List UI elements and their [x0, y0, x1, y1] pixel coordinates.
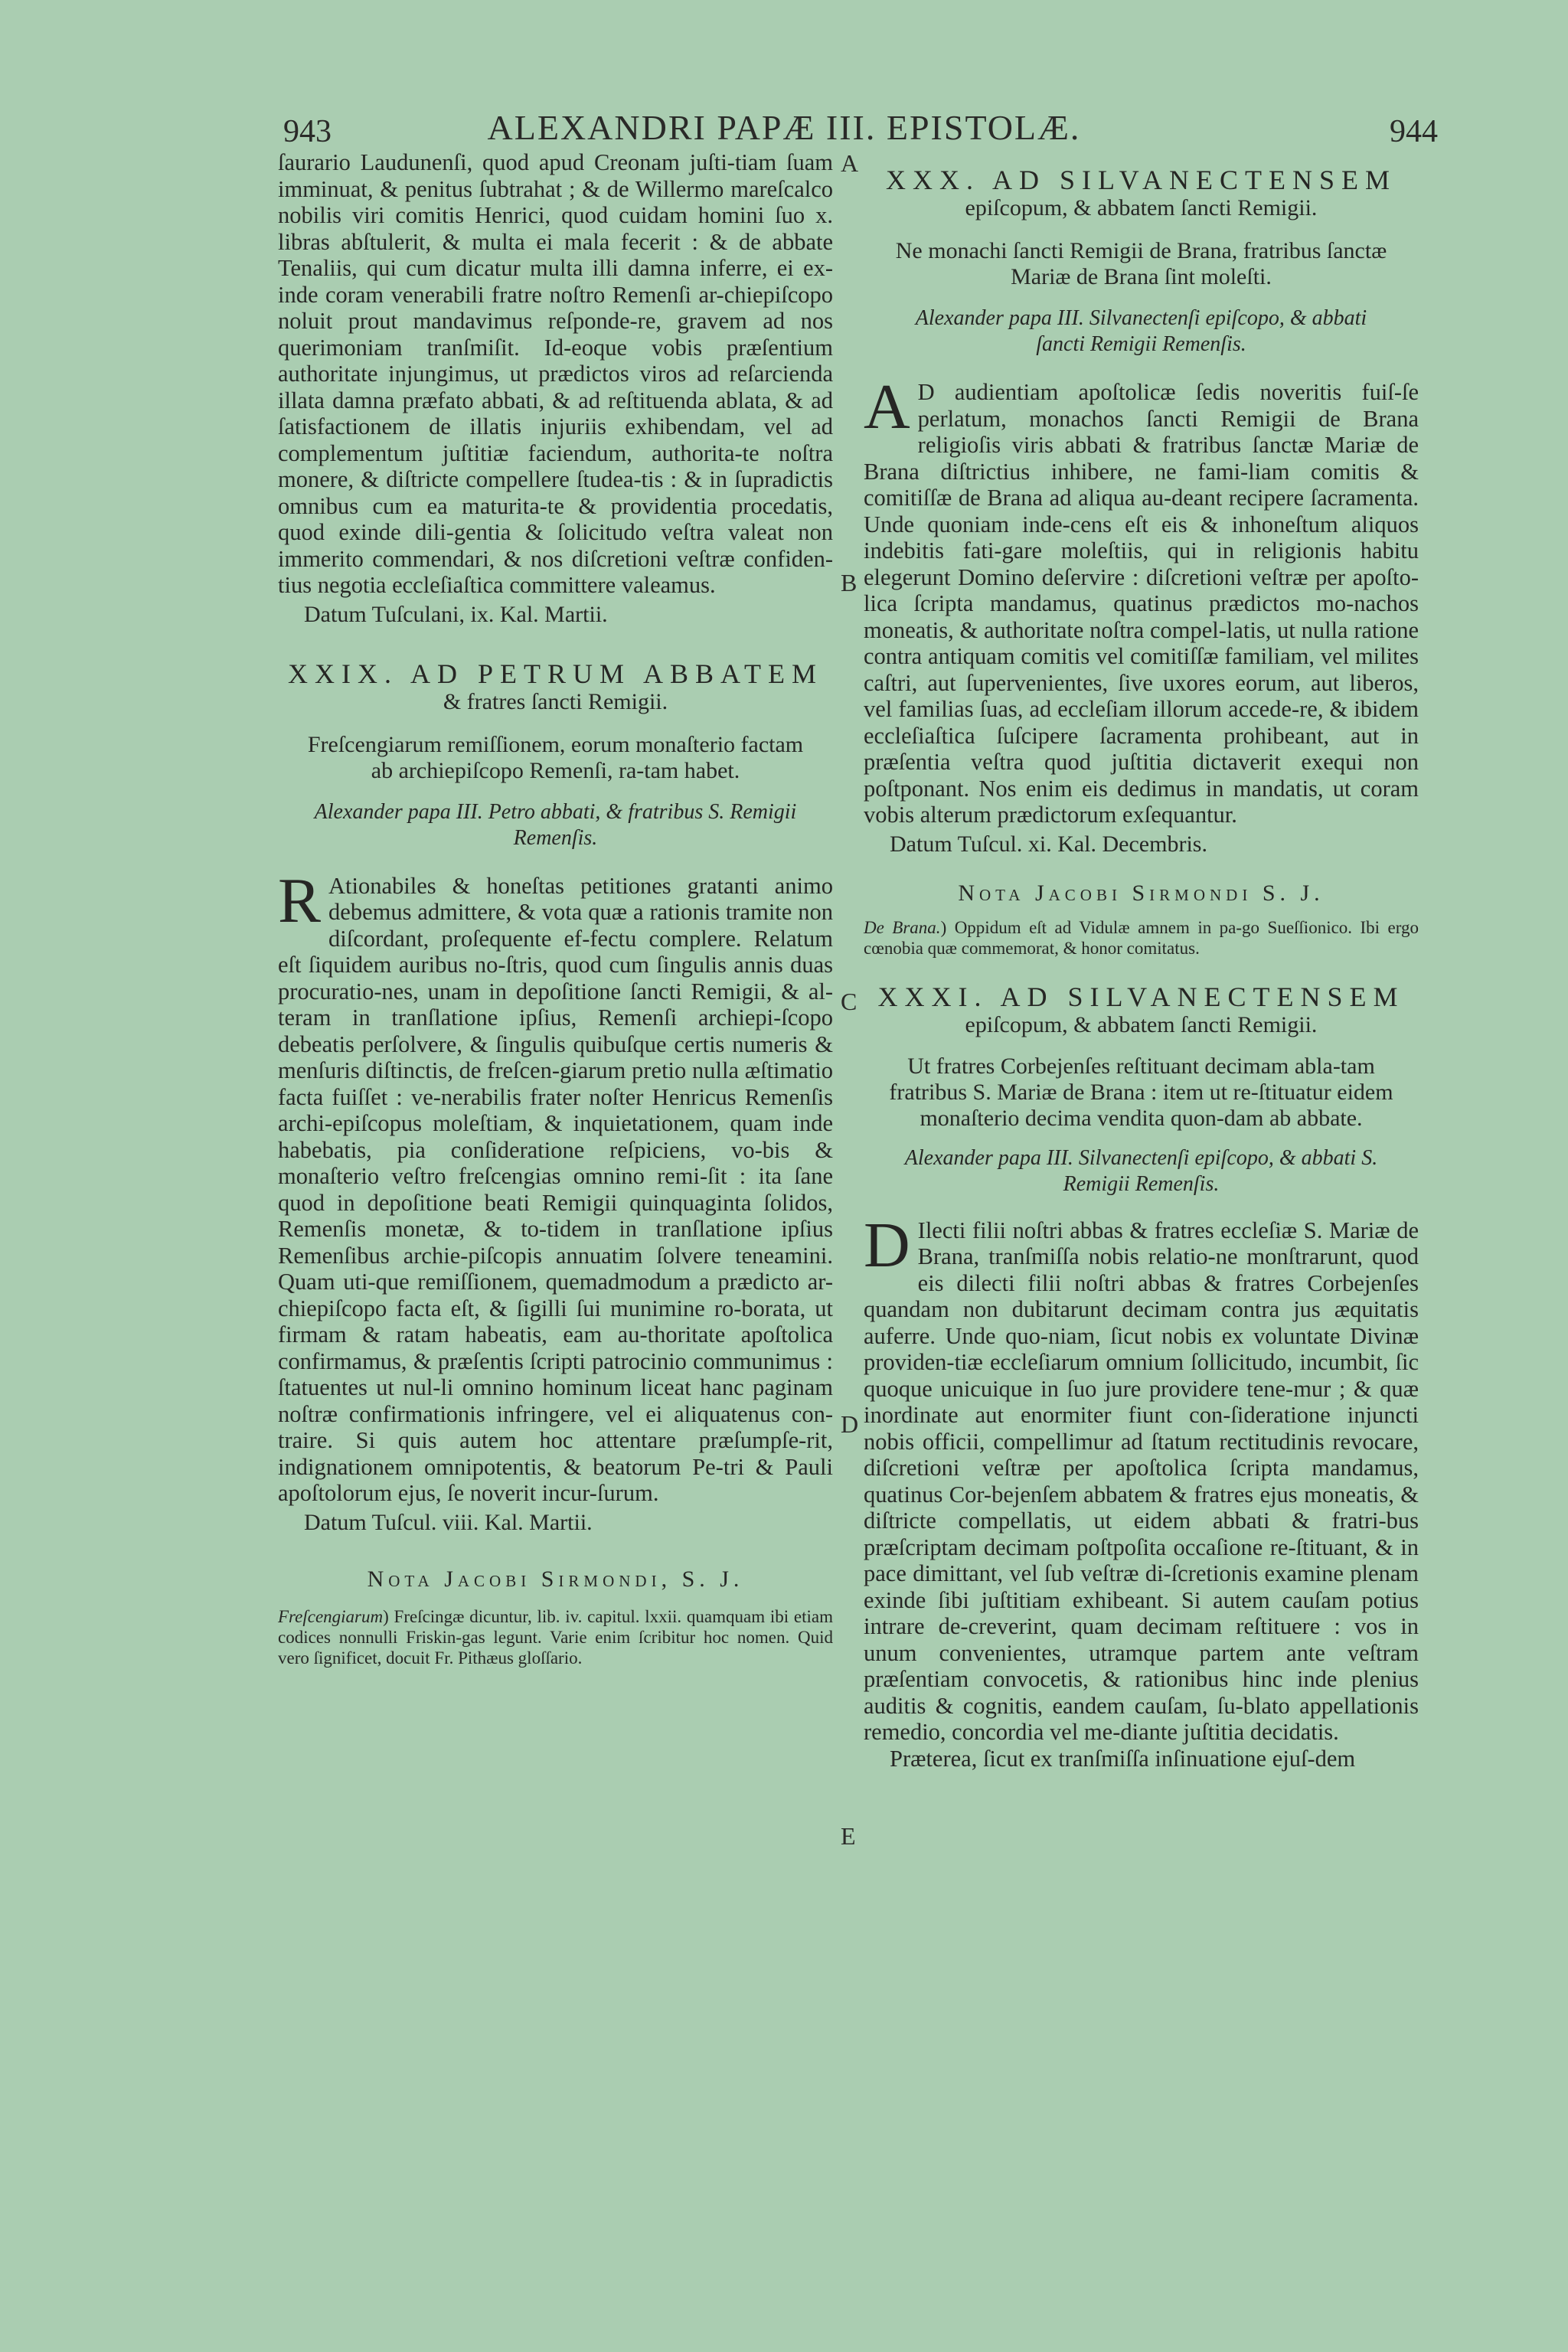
note-heading: Nota Jacobi Sirmondi S. J.	[958, 880, 1325, 906]
letter-address: Alexander papa III. Silvanectenſi epiſcopo, & abbati ſancti Remigii Remenſis.	[915, 306, 1367, 356]
letter-body-xxxi	[864, 1209, 1419, 1746]
note-heading: Nota Jacobi Sirmondi, S. J.	[367, 1566, 744, 1592]
note-text	[864, 917, 1419, 959]
letter-text: Ationabiles & honeſtas petitiones gratanti animo debemus admittere, & vota quæ a rationis tramite non diſcordant, proſequente ef-fectu complere. Relatum eſt ſiquidem auribus no-ſtris, quod cum ſingulis annis duas procuratio-nes, unam in depoſitione ſancti Remigii, & al-teram in tranſlatione ipſius, Remenſi archiepi-ſcopo debeatis perſolvere, & ſingulis quibuſque certis numeris & menſuris diſtinctis, de freſcen-giarum pretio nulla æſtimatio facta fuiſſet : ve-nerabilis frater noſter Henricus Remenſis archi-epiſcopus moleſtiam, & inquietationem, quam inde habebatis, pia conſideratione reſpiciens, vo-bis & monaſterio veſtro freſcengias omnino remi-ſit : ita ſane quod in depoſitione beati Remigii quinquaginta ſolidos, Remenſis monetæ, & to-tidem in tranſlatione ipſius Remenſibus archie-piſcopis annuatim ſolvere teneamini. Quam uti-que remiſſionem, quemadmodum a prædicto ar-chiepiſcopo facta eſt, & ſigilli ſui munimine ro-borata, ut firmam & ratam habeatis, eam au-thoritate apoſtolica confirmamus, & præſentis ſcripti patrocinio communimus : ſtatuentes ut nul-li omnino hominum liceat hanc paginam noſtræ confirmationis infringere, vel ei aliquatenus con-traire. Si quis autem hoc attentare præſumpſe-rit, indignationem omnipotentis, & beatorum Pe-tri & Pauli apoſtolorum ejus, ſe noverit incur-ſurum.	[278, 872, 833, 1506]
letter-heading-xxx: XXX. AD SILVANECTENSEM	[885, 165, 1397, 195]
running-title: ALEXANDRI PAPÆ III. EPISTOLÆ.	[487, 108, 1081, 147]
letter-subheading: & fratres ſancti Remigii.	[443, 688, 668, 714]
letter-subheading: epiſcopum, & abbatem ſancti Remigii.	[965, 195, 1318, 220]
letter-continuation: ſaurario Laudunenſi, quod apud Creonam juſti-tiam ſuam imminuat, & penitus ſubtrahat ; & de Willermo mareſcalco nobilis viri comitis Henrici, quod cuidam homini ſuo x. libras abſtulerit, & multa ei mala fecerit : & de abbate Tenaliis, qui cum dicatur multa illi damna inferre, ei ex-inde coram venerabili fratre noſtro Remenſi ar-chiepiſcopo noluit prout mandavimus reſponde-re, gravem ad nos querimoniam tranſmiſit. Id-eoque vobis præſentium authoritate injungimus, ut prædictos viros ad reſarcienda illata damna præfato abbati, & ad reſtituenda ablata, & ad ſatisfactionem de illatis injuriis exhibendam, vel ad complementum juſtitiæ faciendum, authorita-te noſtra monere, & diſtricte compellere ſtudea-tis : & in ſupradictis omnibus cum ea maturita-te & providentia procedatis, quod exinde dili-gentia & ſolicitudo veſtra valeat non immerito commendari, & nos diſcretioni veſtræ confiden-tius negotia eccleſiaſtica committere valeamus.	[278, 149, 833, 598]
letter-subheading: epiſcopum, & abbatem ſancti Remigii.	[965, 1011, 1318, 1037]
letter-summary: Ut fratres Corbejenſes reſtituant decimam abla-tam fratribus S. Mariæ de Brana : item ut re-ſtituatur eidem monaſterio decima vendita quon-dam ab abbate.	[889, 1053, 1393, 1131]
note-text	[278, 1606, 833, 1668]
letter-date: Datum Tuſcul. viii. Kal. Martii.	[304, 1509, 593, 1535]
right-column	[864, 149, 1419, 1772]
margin-letter-d: D	[841, 1410, 859, 1438]
page-number-right: 944	[1390, 114, 1438, 149]
letter-summary: Freſcengiarum remiſſionem, eorum monaſterio factam ab archiepiſcopo Remenſi, ra-tam habet.	[307, 731, 804, 783]
letter-body-xxix	[278, 864, 833, 1507]
drop-cap: A	[864, 371, 910, 443]
letter-heading-xxxi: XXXI. AD SILVANECTENSEM	[877, 981, 1405, 1012]
letter-summary: Ne monachi ſancti Remigii de Brana, fratribus ſanctæ Mariæ de Brana ſint moleſti.	[895, 238, 1387, 289]
letter-address: Alexander papa III. Silvanectenſi epiſcopo, & abbati S. Remigii Remenſis.	[904, 1145, 1378, 1196]
letter-heading-xxix: XXIX. AD PETRUM ABBATEM	[287, 658, 824, 689]
letter-text: Ilecti filii noſtri abbas & fratres eccleſiæ S. Mariæ de Brana, tranſmiſſa nobis relatio-ne monſtrarunt, quod eis dilecti filii noſtri abbas & fratres Corbejenſes quandam non dubitarunt decimam contra jus æquitatis auferre. Unde quo-niam, ſicut nobis ex voluntate Divinæ providen-tiæ eccleſiarum omnium ſollicitudo, incumbit, ſic quoque unicuique in ſuo jure providere tene-mur ; & quæ inordinate aut enormiter fiunt con-ſideratione injuncti nobis officii, compellimur ad ſtatum rectitudinis revocare, diſcretioni veſtræ per apoſtolica ſcripta mandamus, quatinus Cor-bejenſem abbatem & fratres ejus moneatis, & diſtricte compellatis, ut eidem abbati & fratri-bus præſcriptam decimam poſtpoſita occaſione re-ſtituant, & in pace dimittant, vel ſub veſtræ di-ſcretionis examine plenam exinde ſibi juſtitiam exhibeant. Si autem cauſam potius intrare de-creverint, quam decimam reſtituere : vos in unum convenientes, utramque partem ante veſtram præſentiam convocetis, & rationibus hinc inde plenius auditis & cognitis, eandem cauſam, ſu-blato appellationis remedio, concordia vel me-diante juſtitia decidatis.	[864, 1217, 1419, 1745]
letter-date: Datum Tuſcul. xi. Kal. Decembris.	[890, 831, 1207, 857]
left-column	[278, 149, 833, 1668]
note-term: Freſcengiarum	[278, 1606, 384, 1626]
note-body: ) Oppidum eſt ad Vidulæ amnem in pa-go Sueſſionico. Ibi ergo cœnobia quæ commemorat, & honor comitatus.	[864, 917, 1419, 958]
margin-letter-e: E	[841, 1822, 856, 1850]
letter-address: Alexander papa III. Petro abbati, & fratribus S. Remigii Remenſis.	[314, 799, 797, 850]
margin-letter-c: C	[841, 988, 858, 1015]
letter-text: D audientiam apoſtolicæ ſedis noveritis fuiſ-ſe perlatum, monachos ſancti Remigii de Brana religioſis viris abbati & fratribus ſanctæ Mariæ de Brana diſtrictius inhibere, ne fami-liam comitis & comitiſſæ de Brana ad aliqua au-deant recipere ſacramenta. Unde quoniam inde-cens eſt eis & inhoneſtum aliquos indebitis fati-gare moleſtiis, qui in religionis habitu elegerunt Domino deſervire : diſcretioni veſtræ per apoſto-lica ſcripta mandamus, quatinus prædictos mo-nachos moneatis, & authoritate noſtra compel-latis, ut nulla ratione contra antiquam comitis vel comitiſſæ familiam, vel milites caſtri, aut ſupervenientes, ſive uxores eorum, aut liberos, vel familias ſuas, ad eccleſiam illorum accede-re, & ibidem eccleſiaſtica ſuſcipere ſacramenta prohibeant, aut in præſentia veſtra quod juſtitia dictaverit exequi non poſtponant. Nos enim eis dedimus in mandatis, ut coram vobis alterum prædictorum exſequantur.	[864, 379, 1419, 828]
page-number-left: 943	[283, 114, 332, 149]
letter-body-xxx	[864, 371, 1419, 828]
note-term: De Brana.	[864, 917, 941, 937]
drop-cap: R	[278, 864, 322, 936]
note-body: ) Freſcingæ dicuntur, lib. iv. capitul. lxxii. quamquam ibi etiam codices nonnulli Friskin-gas legunt. Varie enim ſcribitur hoc nomen. Quid vero ſignificet, docuit Fr. Pithæus gloſſario.	[278, 1606, 833, 1668]
letter-date: Datum Tuſculani, ix. Kal. Martii.	[304, 601, 608, 627]
drop-cap: D	[864, 1209, 910, 1281]
letter-text-continued: Præterea, ſicut ex tranſmiſſa inſinuatione ejuſ-dem	[890, 1745, 1356, 1772]
margin-letter-b: B	[841, 569, 858, 596]
margin-letter-a: A	[841, 149, 859, 177]
